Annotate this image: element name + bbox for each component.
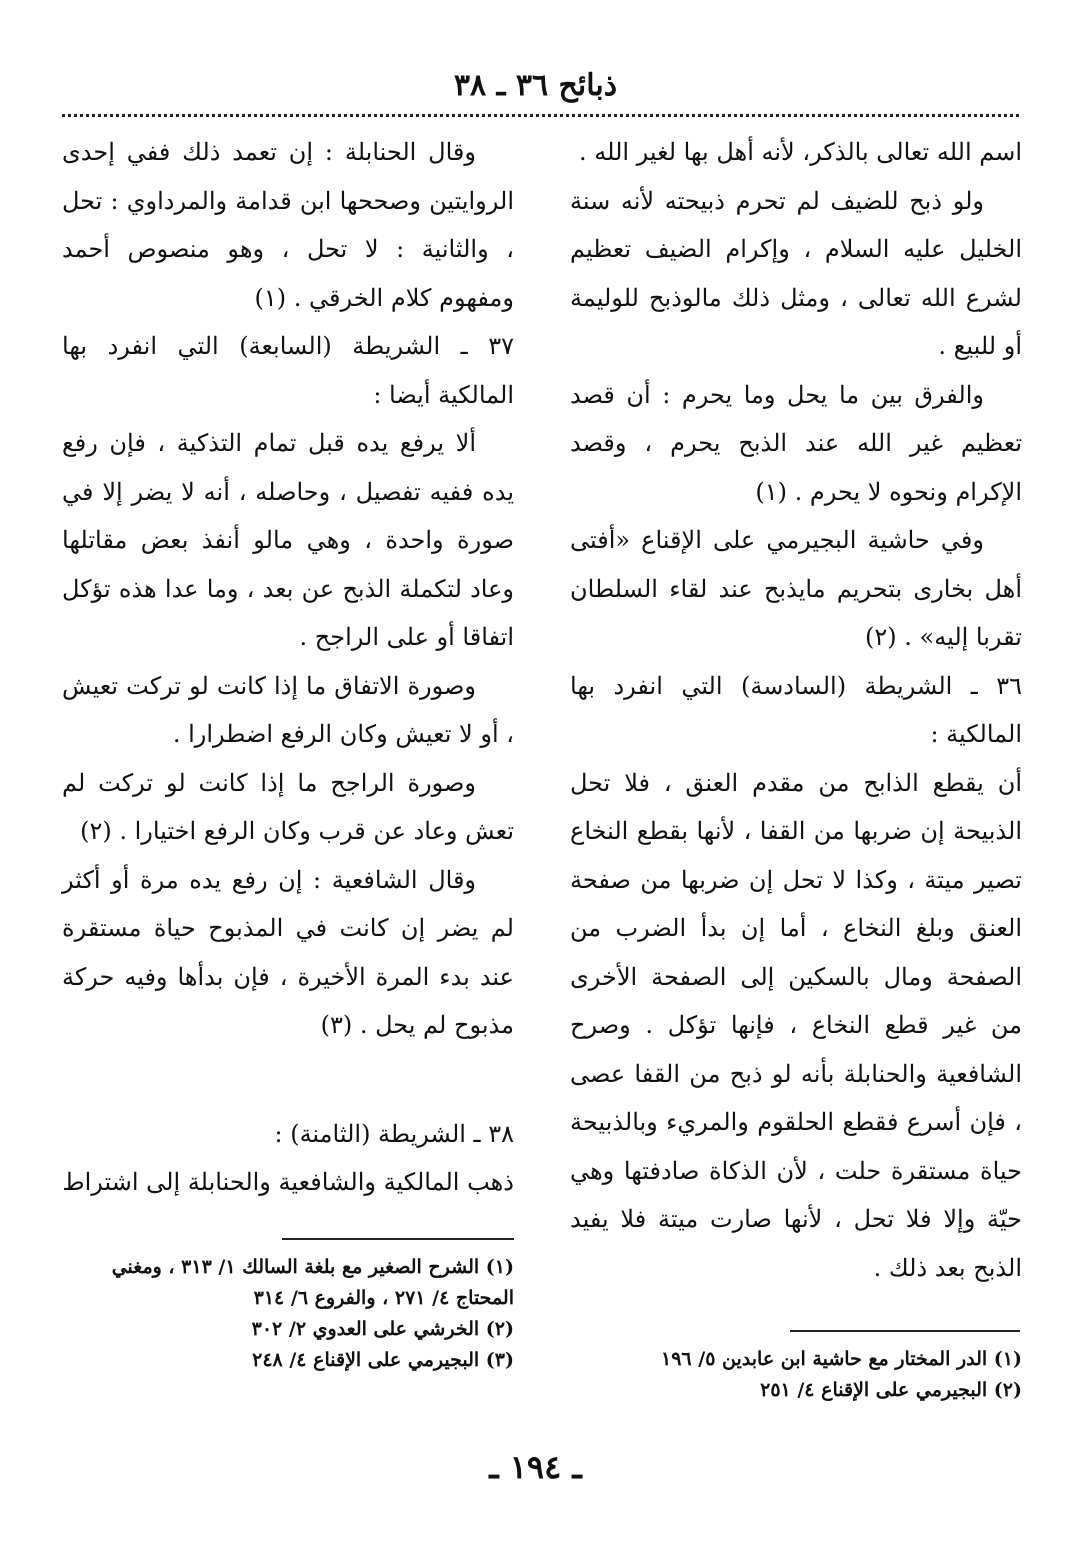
footnote: (١) الشرح الصغير مع بلغة السالك ١/ ٣١٣ ، ومغني المحتاج ٤/ ٢٧١ ، والفروع ٦/ ٣١٤ [111,1256,514,1309]
paragraph: وقال الشافعية : إن رفع يده مرة أو أكثر لم يضر إن كانت في المذبوح حياة مستقرة عند بدء المرة الأخيرة ، فإن بدأها وفيه حركة مذبوح لم يحل . (٣) [62,865,514,1039]
paragraph: ألا يرفع يده قبل تمام التذكية ، فإن رفع يده ففيه تفصيل ، وحاصله ، أنه لا يضر إلا في صورة واحدة ، وهي مالو أنفذ بعض مقاتلها وعاد لتكملة الذبح عن بعد ، وما عدا هذه تؤكل اتفاقا أو على الراجح . [62,429,514,651]
footnote: (٢) البجيرمي على الإقناع ٤/ ٢٥١ [760,1379,1022,1401]
section-heading-37: ٣٧ ـ الشريطة (السابعة) التي انفرد بها المالكية أيضا : [62,332,514,409]
paragraph: وصورة الراجح ما إذا كانت لو تركت لم تعش وعاد عن قرب وكان الرفع اختيارا . (٢) [62,768,514,845]
paragraph: اسم الله تعالى بالذكر، لأنه أهل بها لغير الله . [579,138,1022,166]
footnote: (٣) البجيرمي على الإقناع ٤/ ٢٤٨ [252,1349,514,1371]
footnote: (١) الدر المختار مع حاشية ابن عابدين ٥/ ١٩٦ [661,1348,1022,1370]
section-heading-36: ٣٦ ـ الشريطة (السادسة) التي انفرد بها المالكية : [570,671,1022,748]
header-dotted-rule [62,114,1019,117]
spacer [62,1050,514,1110]
paragraph: وفي حاشية البجيرمي على الإقناع «أفتى أهل بخارى بتحريم مايذبح عند لقاء السلطان تقربا إليه» . (٢) [570,526,1022,651]
left-column [62,128,514,1207]
paragraph: ولو ذبح للضيف لم تحرم ذبيحته لأنه سنة الخليل عليه السلام ، وإكرام الضيف تعظيم لشرع الله تعالى ، ومثل ذلك مالوذبح للوليمة أو للبيع . [570,186,1022,360]
paragraph: أن يقطع الذابح من مقدم العنق ، فلا تحل الذبيحة إن ضربها من القفا ، لأنها بقطع النخاع تصير ميتة ، وكذا لا تحل إن ضربها من صفحة العنق وبلغ النخاع ، أما إن بدأ الضرب من الصفحة ومال بالسكين إلى الصفحة الأخرى من غير قطع النخاع ، فإنها تؤكل . وصرح الشافعية والحنابلة بأنه لو ذبح من القفا عصى ، فإن أسرع فقطع الحلقوم والمريء وبالذبيحة حياة مستقرة حلت ، لأن الذكاة صادفتها وهي حيّة وإلا فلا تحل ، لأنها صارت ميتة فلا يفيد الذبح بعد ذلك . [570,768,1022,1282]
footnote: (٢) الخرشي على العدوي ٢/ ٣٠٢ [251,1318,514,1340]
right-column [570,128,1022,1292]
right-footnotes [570,1344,1022,1406]
footnote-separator [282,1238,514,1240]
section-heading-38: ٣٨ ـ الشريطة (الثامنة) : [274,1119,514,1148]
paragraph: والفرق بين ما يحل وما يحرم : أن قصد تعظيم غير الله عند الذبح يحرم ، وقصد الإكرام ونحوه لا يحرم . (١) [570,380,1022,506]
paragraph: وصورة الاتفاق ما إذا كانت لو تركت تعيش ، أو لا تعيش وكان الرفع اضطرارا . [62,671,514,748]
page-number: ـ ١٩٤ ـ [489,1448,582,1486]
page-header-title: ذبائح ٣٦ ـ ٣٨ [453,68,618,103]
left-footnotes [62,1252,514,1376]
footnote-separator [790,1330,1020,1332]
paragraph: وقال الحنابلة : إن تعمد ذلك ففي إحدى الروايتين وصححها ابن قدامة والمرداوي : تحل ، والثانية : لا تحل ، وهو منصوص أحمد ومفهوم كلام الخرقي . (١) [62,138,514,312]
paragraph: ذهب المالكية والشافعية والحنابلة إلى اشتراط [62,1168,514,1196]
